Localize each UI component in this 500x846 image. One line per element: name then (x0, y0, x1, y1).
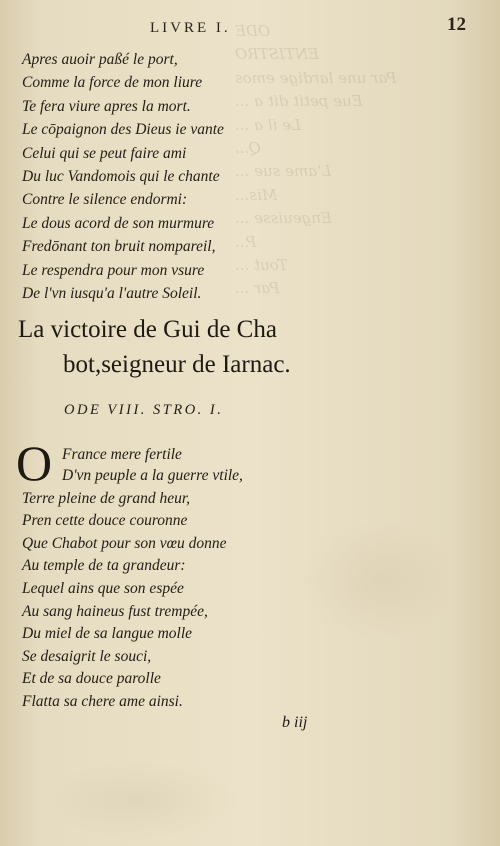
verse-line: Apres auoir paßé le port, (22, 51, 178, 68)
verse-line: Fredōnant ton bruit nompareil, (22, 238, 216, 256)
verse-line: Le dous acord de son murmure (22, 214, 215, 232)
verse-line: Du miel de sa langue molle (22, 625, 193, 643)
drop-cap: O (16, 435, 53, 491)
verse-line: Le respendra pour mon vsure (22, 261, 205, 279)
verse-line: Se desaigrit le souci, (22, 647, 152, 665)
poem-title-line: La victoire de Gui de Cha (18, 316, 277, 343)
show-through-text: ODE ENTISTRO Par une lardige emos Eue petit dit a ... Le il a ... Q... L'ame sue ... Mis... Engeuisse ... P... Tout ... Par ... (235, 22, 397, 298)
verse-block-continued (22, 48, 224, 305)
verse-line: Et de sa douce parolle (22, 670, 161, 688)
page-number: 12 (447, 14, 466, 35)
verse-line: D'vn peuple a la guerre vtile, (62, 467, 243, 484)
poem-title-line: bot,seigneur de Iarnac. (63, 351, 291, 378)
verse-line: Comme la force de mon liure (22, 74, 203, 92)
verse-line: Terre pleine de grand heur, (22, 489, 191, 507)
verse-line: Flatta sa chere ame ainsi. (22, 692, 183, 710)
verse-line: Celui qui se peut faire ami (22, 144, 187, 162)
verse-line: Contre le silence endormi: (22, 191, 188, 209)
ode-heading: ODE VIII. STRO. I. (64, 402, 224, 418)
verse-line: Pren cette douce couronne (22, 512, 188, 530)
verse-first-line: France mere fertile (62, 446, 182, 463)
verse-line: De l'vn iusqu'a l'autre Soleil. (22, 284, 202, 302)
poem-title (18, 312, 398, 382)
verse-line: Au sang haineus fust trempée, (22, 602, 208, 620)
paper-stain (300, 520, 460, 640)
paper-stain (40, 760, 240, 840)
signature-mark: b iij (282, 714, 308, 731)
verse-line: Au temple de ta grandeur: (22, 557, 186, 575)
page-header (0, 14, 500, 38)
verse-line: Te fera viure apres la mort. (22, 97, 191, 115)
verse-line: Que Chabot pour son vœu donne (22, 534, 227, 552)
verse-line: Le cōpaignon des Dieus ie vante (22, 121, 224, 139)
verse-line: Lequel ains que son espée (22, 579, 184, 597)
running-head: LIVRE I. (150, 20, 231, 36)
verse-block-ode (22, 465, 243, 714)
verse-line: Du luc Vandomois qui le chante (22, 167, 220, 185)
